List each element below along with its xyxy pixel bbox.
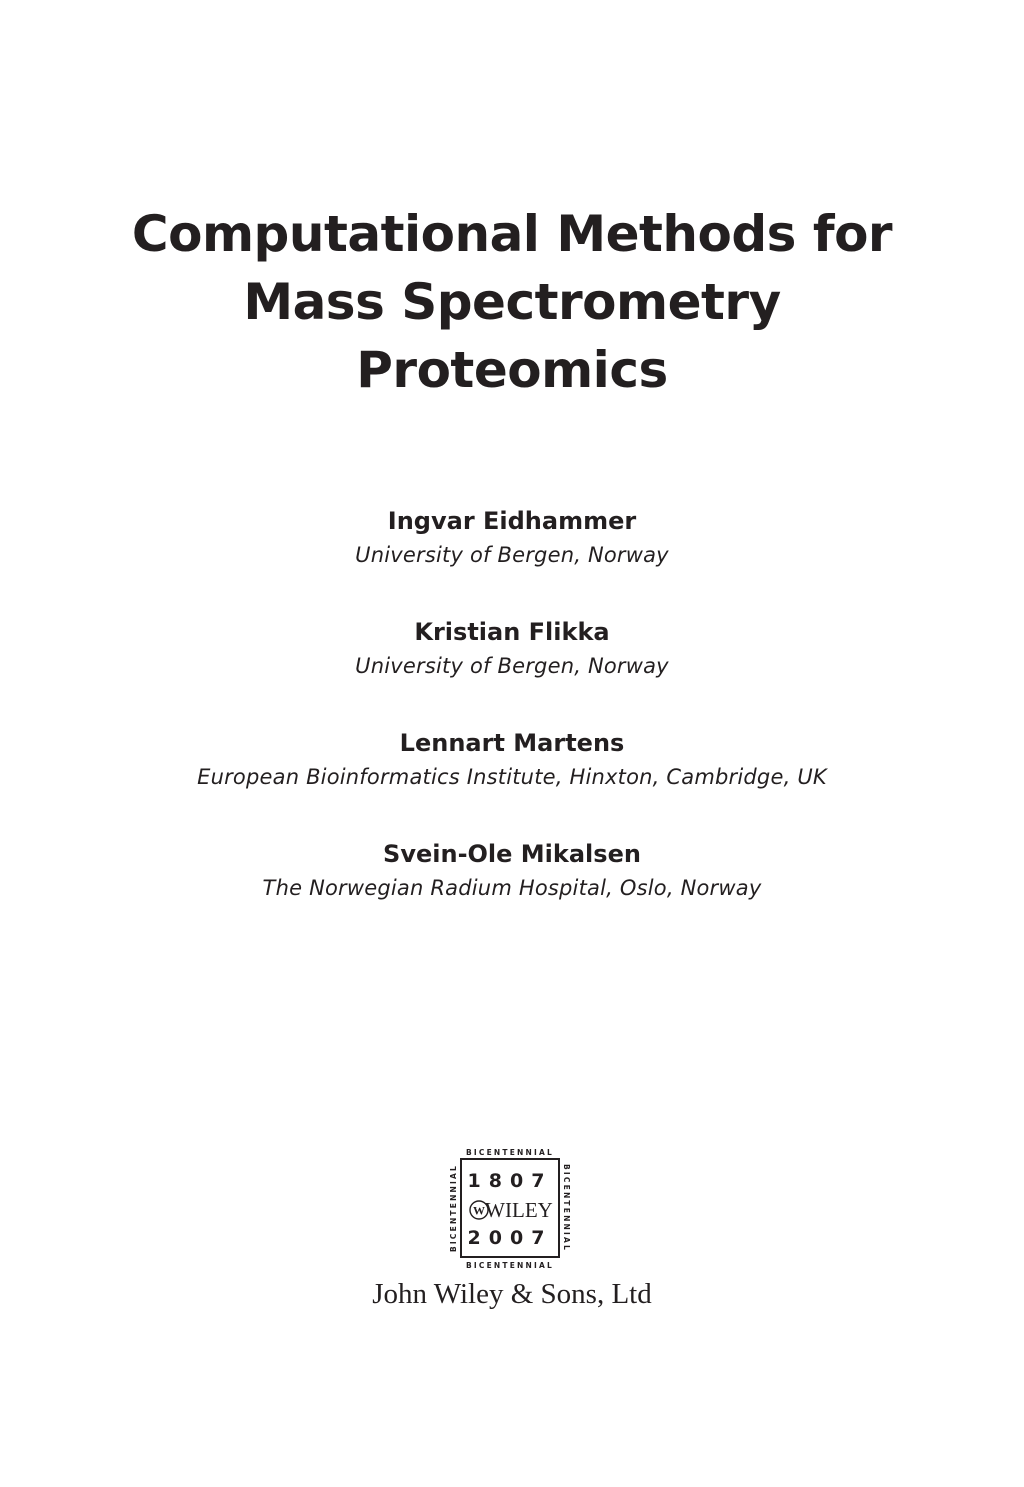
logo-border-text-top: BICENTENNIAL (466, 1148, 554, 1157)
author-block (0, 836, 1024, 947)
author-name: Ingvar Eidhammer (387, 507, 637, 535)
logo-brand: WILEY (485, 1198, 553, 1222)
book-title (0, 200, 1024, 404)
publisher-name: John Wiley & Sons, Ltd (372, 1278, 652, 1310)
title-line-1: Computational Methods for (131, 205, 893, 263)
author-name: Svein-Ole Mikalsen (383, 840, 641, 868)
title-line-3: Proteomics (356, 341, 668, 399)
logo-year-start: 1807 (467, 1170, 553, 1192)
title-line-2: Mass Spectrometry (243, 273, 781, 331)
author-affiliation: University of Bergen, Norway (355, 543, 669, 567)
logo-year-end: 2007 (467, 1227, 553, 1249)
author-block (0, 614, 1024, 725)
svg-text:W: W (473, 1203, 485, 1218)
wiley-bicentennial-logo (448, 1146, 572, 1270)
logo-border-text-right: BICENTENNIAL (562, 1164, 571, 1252)
author-affiliation: European Bioinformatics Institute, Hinxton, Cambridge, UK (197, 765, 827, 789)
author-affiliation: University of Bergen, Norway (355, 654, 669, 678)
author-block (0, 503, 1024, 614)
logo-border-text-left: BICENTENNIAL (449, 1164, 458, 1252)
logo-border-text-bottom: BICENTENNIAL (466, 1261, 554, 1270)
author-block (0, 725, 1024, 836)
author-name: Kristian Flikka (414, 618, 610, 646)
author-name: Lennart Martens (399, 729, 625, 757)
author-list (0, 503, 1024, 947)
author-affiliation: The Norwegian Radium Hospital, Oslo, Norway (262, 876, 762, 900)
